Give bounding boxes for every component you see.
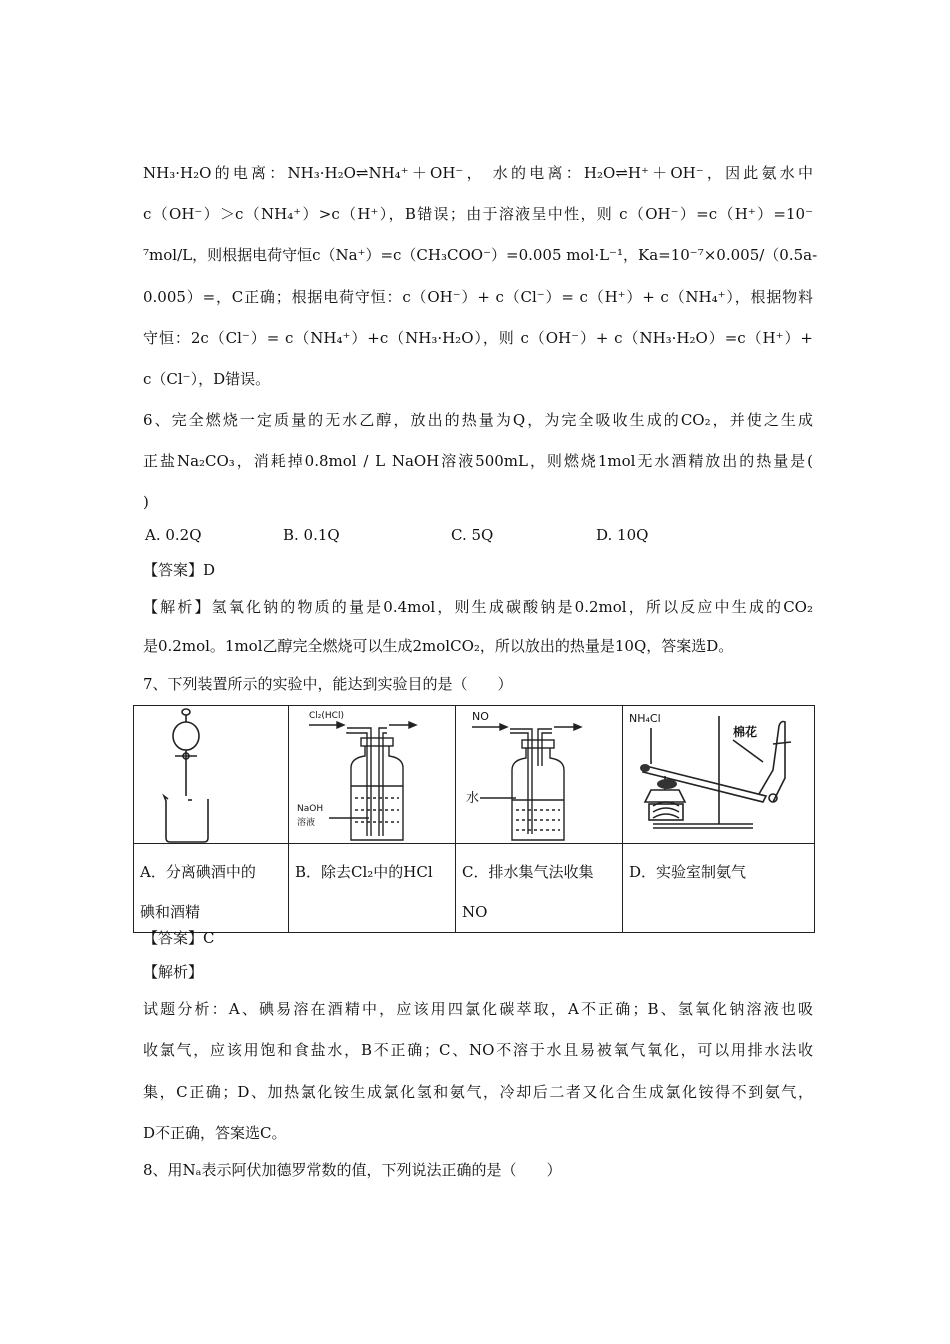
q6-answer: 【答案】D <box>143 561 216 579</box>
analysis-line-3: ⁷mol/L，则根据电荷守恒c（Na⁺）=c（CH₃COO⁻）=0.005 mol·L⁻¹，Ka=10⁻⁷×0.005/（0.5a- <box>143 246 818 264</box>
q7-analysis-3: 集，C正确；D、加热氯化铵生成氯化氢和氨气，冷却后二者又化合生成氯化铵得不到氨气， <box>143 1083 813 1101</box>
caption-b <box>289 844 456 933</box>
apparatus-d-cell <box>623 706 815 844</box>
q6-stem-3: ) <box>143 493 149 511</box>
caption-a <box>134 844 289 933</box>
q7-stem: 7、下列装置所示的实验中，能达到实验目的是（ ） <box>143 675 513 693</box>
q6-options <box>143 525 813 545</box>
apparatus-a-cell <box>134 706 289 844</box>
q6-analysis-1: 【解析】氢氧化钠的物质的量是0.4mol，则生成碳酸钠是0.2mol，所以反应中生成的CO₂ <box>143 598 813 616</box>
analysis-line-4: 0.005）=，C正确；根据电荷守恒：c（OH⁻）+ c（Cl⁻）= c（H⁺）+ c（NH₄⁺），根据物料 <box>143 288 813 306</box>
q6-stem-1: 6、完全燃烧一定质量的无水乙醇，放出的热量为Q，为完全吸收生成的CO₂，并使之生成 <box>143 411 813 429</box>
label-cotton: 棉花 <box>733 725 758 739</box>
q7-analysis-1: 试题分析：A、碘易溶在酒精中，应该用四氯化碳萃取，A不正确；B、氢氧化钠溶液也吸 <box>143 1000 813 1018</box>
caption-c-line-1: C．排水集气法收集 <box>462 863 594 881</box>
q7-analysis-4: D不正确，答案选C。 <box>143 1124 287 1142</box>
label-naoh: NaOH <box>297 804 324 814</box>
analysis-line-1: NH₃·H₂O的电离：NH₃·H₂O⇌NH₄⁺＋OH⁻， 水的电离：H₂O⇌H⁺＋OH⁻，因此氨水中 <box>143 164 813 182</box>
separatory-funnel-diagram <box>134 706 289 843</box>
q7-analysis-2: 收氯气，应该用饱和食盐水，B不正确；C、NO不溶于水且易被氧气氧化，可以用排水法收 <box>143 1041 813 1059</box>
caption-a-line-2: 碘和酒精 <box>140 903 201 921</box>
ammonia-prep-diagram <box>623 706 815 843</box>
apparatus-c-cell <box>456 706 623 844</box>
caption-a-line-1: A．分离碘酒中的 <box>140 863 256 881</box>
apparatus-b-cell <box>289 706 456 844</box>
analysis-line-6: c（Cl⁻），D错误。 <box>143 370 271 388</box>
q7-analysis-head: 【解析】 <box>143 963 204 981</box>
q6-stem-2: 正盐Na₂CO₃，消耗掉0.8mol / L NaOH溶液500mL，则燃烧1mol无水酒精放出的热量是( <box>143 452 813 470</box>
caption-c-line-2: NO <box>462 903 488 921</box>
label-solution: 溶液 <box>297 818 316 828</box>
apparatus-table <box>133 705 815 933</box>
water-displacement-diagram <box>456 706 623 843</box>
gas-washing-bottle-diagram <box>289 706 456 843</box>
q6-option-a: A. 0.2Q <box>145 526 202 544</box>
label-nh4cl: NH₄Cl <box>629 712 661 725</box>
q6-option-b: B. 0.1Q <box>283 526 340 544</box>
q6-option-c: C. 5Q <box>451 526 494 544</box>
caption-b-line-1: B．除去Cl₂中的HCl <box>295 863 433 881</box>
caption-d <box>623 844 815 933</box>
q8-stem: 8、用Nₐ表示阿伏加德罗常数的值，下列说法正确的是（ ） <box>143 1161 562 1179</box>
q7-answer: 【答案】C <box>143 929 215 947</box>
analysis-line-5: 守恒：2c（Cl⁻）= c（NH₄⁺）+c（NH₃·H₂O），则 c（OH⁻）+ c（NH₃·H₂O）=c（H⁺）+ <box>143 329 813 347</box>
label-water: 水 <box>466 791 480 806</box>
label-cl2-hcl: Cl₂(HCl) <box>309 711 344 721</box>
caption-c <box>456 844 623 933</box>
label-no: NO <box>472 710 489 723</box>
q6-option-d: D. 10Q <box>596 526 649 544</box>
caption-d-line-1: D．实验室制氨气 <box>629 863 747 881</box>
analysis-line-2: c（OH⁻）＞c（NH₄⁺）>c（H⁺），B错误；由于溶液呈中性，则 c（OH⁻）=c（H⁺）=10⁻ <box>143 205 813 223</box>
q6-analysis-2: 是0.2mol。1mol乙醇完全燃烧可以生成2molCO₂，所以放出的热量是10Q，答案选D。 <box>143 637 734 655</box>
